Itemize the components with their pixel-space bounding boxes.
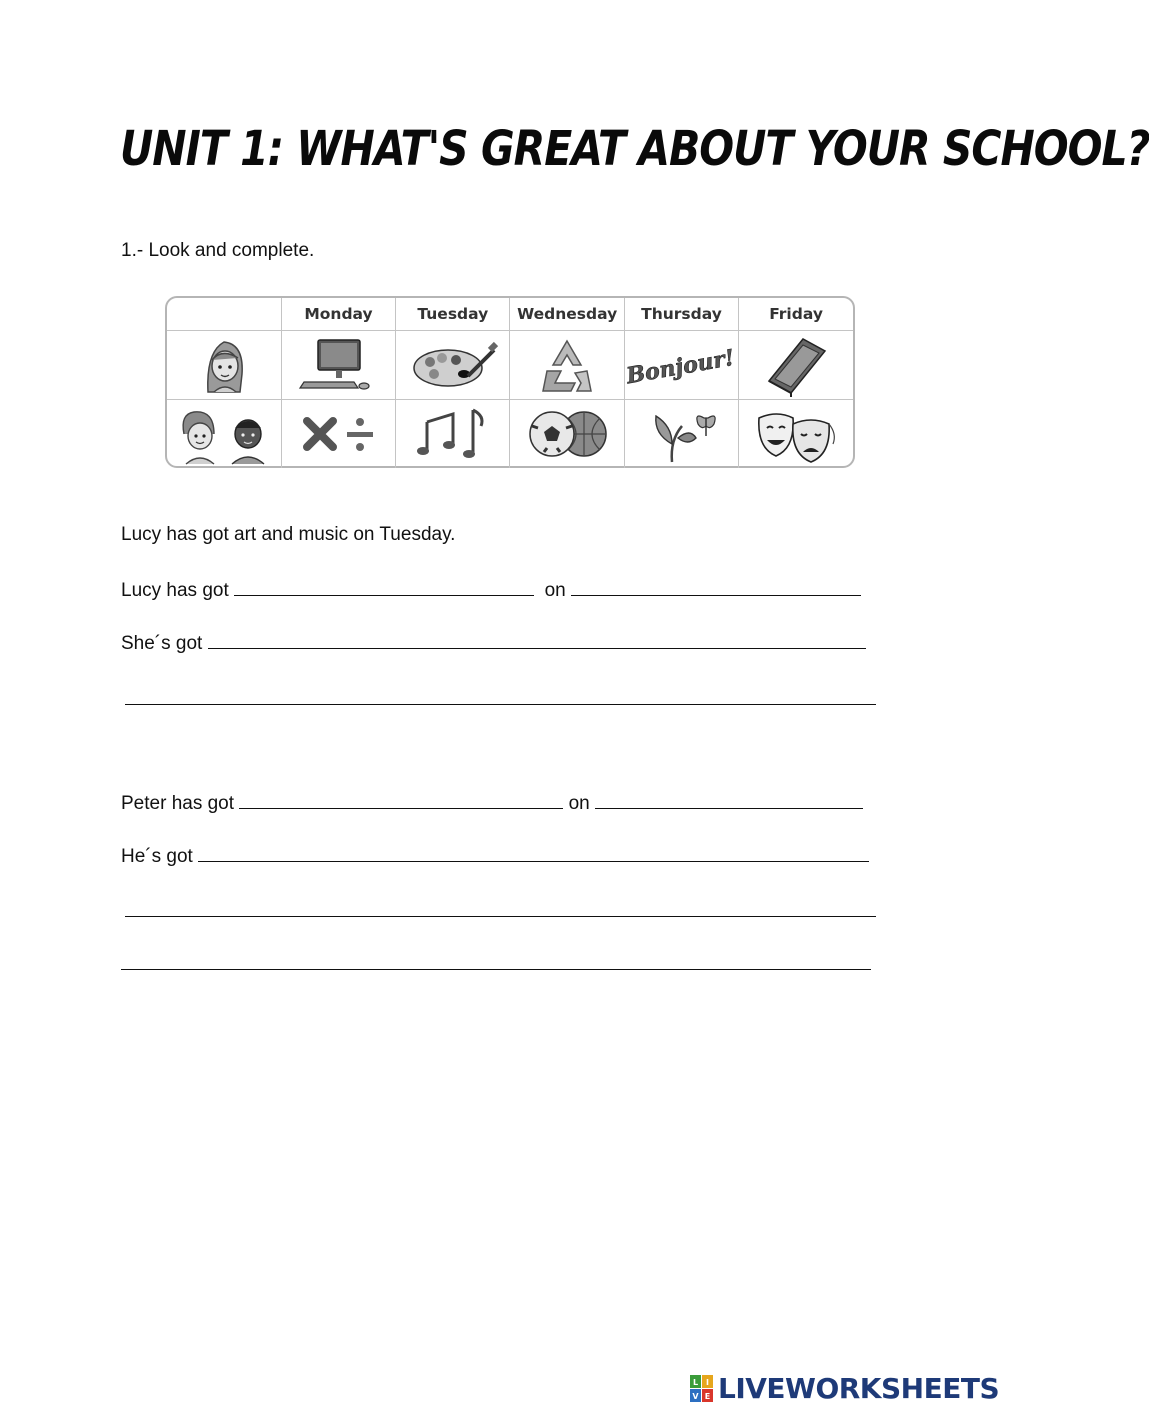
- peter-and-friend-avatar: [167, 400, 281, 469]
- extra-answer-line-2[interactable]: [125, 916, 876, 917]
- he-prefix: He´s got: [121, 846, 193, 867]
- header-cell-wednesday: Wednesday: [510, 298, 624, 331]
- he-got-line: [121, 843, 869, 868]
- lucy-avatar: [167, 331, 281, 400]
- timetable-row-peter: [167, 400, 853, 469]
- music-notes-icon: [396, 400, 510, 469]
- lucy-on-label: on: [544, 580, 566, 601]
- balls-icon: [510, 400, 624, 469]
- instruction-text: 1.- Look and complete.: [121, 240, 315, 261]
- recycling-icon: [510, 331, 624, 400]
- peter-day-blank[interactable]: [595, 790, 863, 809]
- lucy-subject-line: [121, 577, 861, 602]
- art-palette-icon: [396, 331, 510, 400]
- peter-subject-line: [121, 790, 863, 815]
- svg-text:E: E: [704, 1391, 711, 1401]
- svg-text:V: V: [692, 1391, 699, 1401]
- lucy-day-blank[interactable]: [571, 577, 861, 596]
- peter-prefix: Peter has got: [121, 793, 235, 814]
- svg-text:I: I: [706, 1377, 709, 1387]
- timetable-header-row: [167, 298, 853, 331]
- she-got-line: [121, 630, 866, 655]
- timetable-row-lucy: [167, 331, 853, 400]
- lucy-prefix: Lucy has got: [121, 580, 229, 601]
- she-prefix: She´s got: [121, 633, 203, 654]
- extra-answer-line-3[interactable]: [121, 969, 871, 970]
- french-icon: [624, 331, 738, 400]
- liveworksheets-logo-icon: [690, 1375, 714, 1403]
- peter-subject-blank[interactable]: [239, 790, 563, 809]
- svg-text:L: L: [692, 1377, 699, 1387]
- example-sentence: Lucy has got art and music on Tuesday.: [121, 524, 456, 545]
- peter-on-label: on: [568, 793, 590, 814]
- header-cell-tuesday: Tuesday: [396, 298, 510, 331]
- svg-text:Bonjour!: Bonjour!: [624, 344, 737, 390]
- timetable: [165, 296, 855, 468]
- liveworksheets-brand: [690, 1372, 999, 1405]
- extra-answer-line-1[interactable]: [125, 704, 876, 705]
- header-cell-empty: [167, 298, 281, 331]
- header-cell-monday: Monday: [281, 298, 395, 331]
- worksheet-title: UNIT 1: WHAT'S GREAT ABOUT YOUR SCHOOL?: [120, 120, 1149, 177]
- book-icon: [739, 331, 853, 400]
- header-cell-thursday: Thursday: [624, 298, 738, 331]
- maths-icon: [281, 400, 395, 469]
- she-got-blank[interactable]: [208, 630, 866, 649]
- he-got-blank[interactable]: [198, 843, 869, 862]
- drama-masks-icon: [739, 400, 853, 469]
- header-cell-friday: Friday: [739, 298, 853, 331]
- computer-icon: [281, 331, 395, 400]
- science-plant-icon: [624, 400, 738, 469]
- lucy-subject-blank[interactable]: [234, 577, 534, 596]
- brand-name: LIVEWORKSHEETS: [718, 1372, 1000, 1405]
